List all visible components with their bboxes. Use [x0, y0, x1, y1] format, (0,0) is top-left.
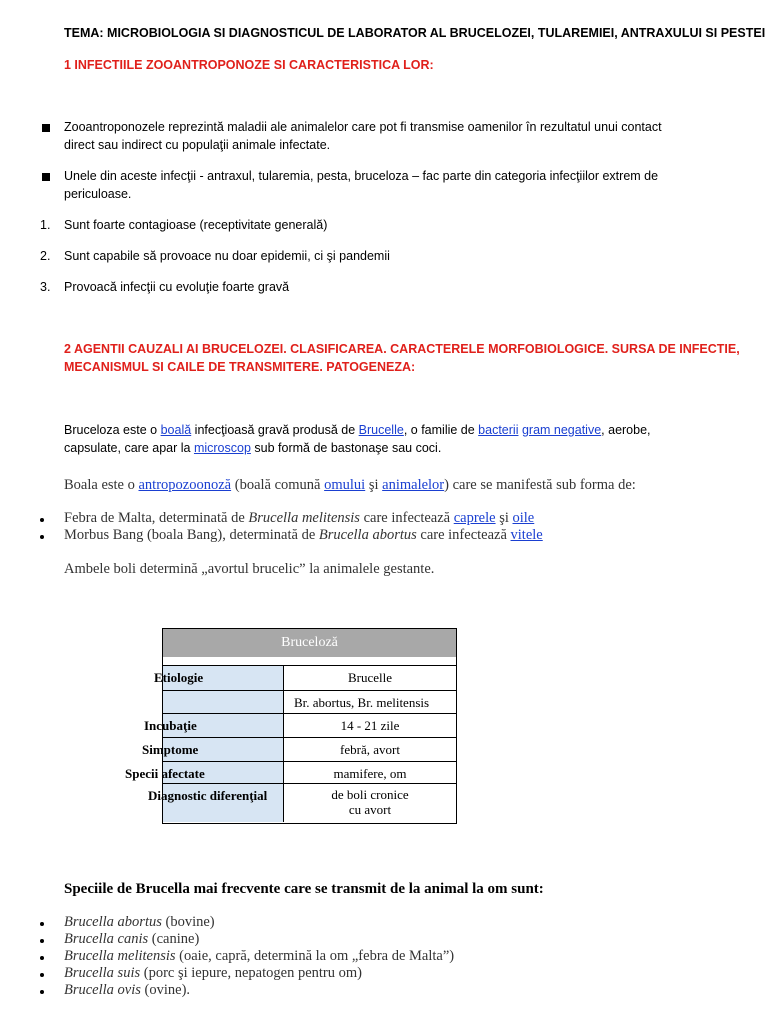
table-value-cell: [284, 666, 456, 690]
species-name: Brucella abortus: [318, 527, 417, 543]
table-label: Etiologie: [154, 670, 204, 685]
bullet-line: Zooantroponozele reprezintă maladii ale animalelor care pot fi transmise oamenilor în rezultatul unui contact: [64, 120, 662, 134]
table-value: cu avort: [348, 802, 392, 817]
table-spacer: [163, 657, 456, 666]
list-item: [64, 527, 543, 544]
table-value-cell: [284, 714, 456, 737]
link-gram-negative[interactable]: gram negative: [521, 423, 602, 437]
text-run: (boală comună: [231, 477, 325, 493]
text-run: sub formă de bastonaşe sau coci.: [250, 441, 442, 455]
species-item: [64, 948, 454, 965]
table-row: [125, 762, 456, 784]
link-bacterii[interactable]: bacterii: [478, 423, 519, 437]
species-name: Brucella ovis: [64, 982, 141, 998]
text-run: şi: [495, 510, 513, 526]
table-label-cell: [125, 762, 284, 783]
numbered-item: Sunt capabile să provoace nu doar epidemii, ci şi pandemii: [64, 249, 390, 263]
bullet-dot-icon: [40, 956, 44, 960]
table-label-cell: [144, 714, 284, 737]
list-item: [64, 510, 534, 527]
species-desc: (porc şi iepure, nepatogen pentru om): [140, 965, 362, 981]
species-name: Brucella suis: [64, 965, 141, 981]
list-number: 1.: [40, 218, 51, 232]
text-run: , aerobe,: [601, 423, 651, 437]
document-title: TEMA: MICROBIOLOGIA SI DIAGNOSTICUL DE LABORATOR AL BRUCELOZEI, TULAREMIEI, ANTRAXULUI SI PESTEI: [64, 26, 766, 40]
table-value-cell: [284, 691, 456, 713]
text-run: infecţioasă gravă produsă de: [191, 423, 359, 437]
species-desc: (ovine).: [140, 982, 191, 998]
list-number: 3.: [40, 280, 51, 294]
bullet-line: direct sau indirect cu populaţii animale infectate.: [64, 138, 331, 152]
table-label: Simptome: [142, 742, 199, 757]
table-label-cell: [142, 738, 284, 761]
bullet-dot-icon: [40, 973, 44, 977]
table-value-cell: [284, 784, 456, 822]
list-number: 2.: [40, 249, 51, 263]
text-run: Boala este o: [64, 477, 139, 493]
table-label: Diagnostic diferenţial: [148, 788, 268, 803]
bullet-dot-icon: [40, 990, 44, 994]
table-value-cell: [284, 738, 456, 761]
table-label: Specii afectate: [125, 766, 205, 781]
link-vitele[interactable]: vitele: [510, 527, 543, 543]
text-run: ) care se manifestă sub forma de:: [444, 477, 636, 493]
bullet-dot-icon: [40, 939, 44, 943]
section2-heading: MECANISMUL SI CAILE DE TRANSMITERE. PATOGENEZA:: [64, 360, 416, 374]
text-run: Febra de Malta, determinată de: [64, 510, 249, 526]
bruceloza-table: [125, 628, 457, 824]
paragraph-boala: [64, 477, 636, 494]
species-item: [64, 914, 215, 931]
text-run: Morbus Bang (boala Bang), determinată de: [64, 527, 319, 543]
table-value: Brucelle: [347, 670, 393, 685]
table-label-cell: [148, 784, 284, 822]
table-value-cell: [284, 762, 456, 783]
table-value: de boli cronice: [331, 787, 409, 802]
bullet-line: Unele din aceste infecţii - antraxul, tularemia, pesta, bruceloza – fac parte din categoria infecţiilor extrem de: [64, 169, 659, 183]
bullet-dot-icon: [40, 535, 44, 539]
table-label-cell: [163, 691, 284, 713]
text-run: , o familie de: [403, 423, 479, 437]
table-value: febră, avort: [340, 742, 400, 757]
bullet-dot-icon: [40, 922, 44, 926]
table-row: [163, 691, 456, 714]
link-boala[interactable]: boală: [160, 423, 192, 437]
species-item: [64, 931, 199, 948]
link-oile[interactable]: oile: [512, 510, 535, 526]
paragraph-bruceloza: [64, 423, 651, 437]
table-value: 14 - 21 zile: [340, 718, 400, 733]
species-name: Brucella abortus: [64, 914, 162, 930]
species-name: Brucella melitensis: [64, 948, 176, 964]
table-row: [154, 666, 456, 691]
square-bullet-icon: [42, 124, 50, 132]
table-label-cell: [154, 666, 284, 690]
paragraph-avort: Ambele boli determină „avortul brucelic” la animalele gestante.: [64, 561, 435, 577]
table-row: [144, 714, 456, 738]
table-value: mamifere, om: [333, 766, 407, 781]
species-name: Brucella canis: [64, 931, 149, 947]
text-run: capsulate, care apar la: [64, 441, 194, 455]
table-row: [148, 784, 456, 822]
link-omului[interactable]: omului: [324, 477, 366, 493]
section1-heading: 1 INFECTIILE ZOOANTROPONOZE SI CARACTERISTICA LOR:: [64, 58, 434, 72]
species-item: [64, 982, 190, 999]
bullet-line: periculoase.: [64, 187, 132, 201]
link-antropozoonoza[interactable]: antropozoonoză: [138, 477, 232, 493]
table-value: Br. abortus, Br. melitensis: [294, 695, 430, 710]
link-caprele[interactable]: caprele: [453, 510, 496, 526]
paragraph-bruceloza-line2: [64, 441, 441, 455]
species-desc: (canine): [148, 931, 200, 947]
table-label: Incubaţie: [144, 718, 197, 733]
species-name: Brucella melitensis: [248, 510, 360, 526]
text-run: Bruceloza este o: [64, 423, 161, 437]
species-item: [64, 965, 362, 982]
link-microscop[interactable]: microscop: [193, 441, 251, 455]
square-bullet-icon: [42, 173, 50, 181]
species-heading: Speciile de Brucella mai frecvente care se transmit de la animal la om sunt:: [64, 881, 544, 897]
species-desc: (oaie, capră, determină la om „febra de Malta”): [175, 948, 455, 964]
table-row: [142, 738, 456, 762]
section2-heading: 2 AGENTII CAUZALI AI BRUCELOZEI. CLASIFICAREA. CARACTERELE MORFOBIOLOGICE. SURSA DE INFECTIE,: [64, 342, 740, 356]
link-brucelle[interactable]: Brucelle: [358, 423, 404, 437]
text-run: şi: [365, 477, 383, 493]
link-animalelor[interactable]: animalelor: [382, 477, 445, 493]
numbered-item: Provoacă infecţii cu evoluţie foarte gravă: [64, 280, 290, 294]
text-run: care infectează: [359, 510, 454, 526]
table-header: Bruceloză: [163, 629, 456, 657]
numbered-item: Sunt foarte contagioase (receptivitate generală): [64, 218, 328, 232]
bullet-dot-icon: [40, 518, 44, 522]
text-run: care infectează: [416, 527, 511, 543]
species-desc: (bovine): [161, 914, 215, 930]
